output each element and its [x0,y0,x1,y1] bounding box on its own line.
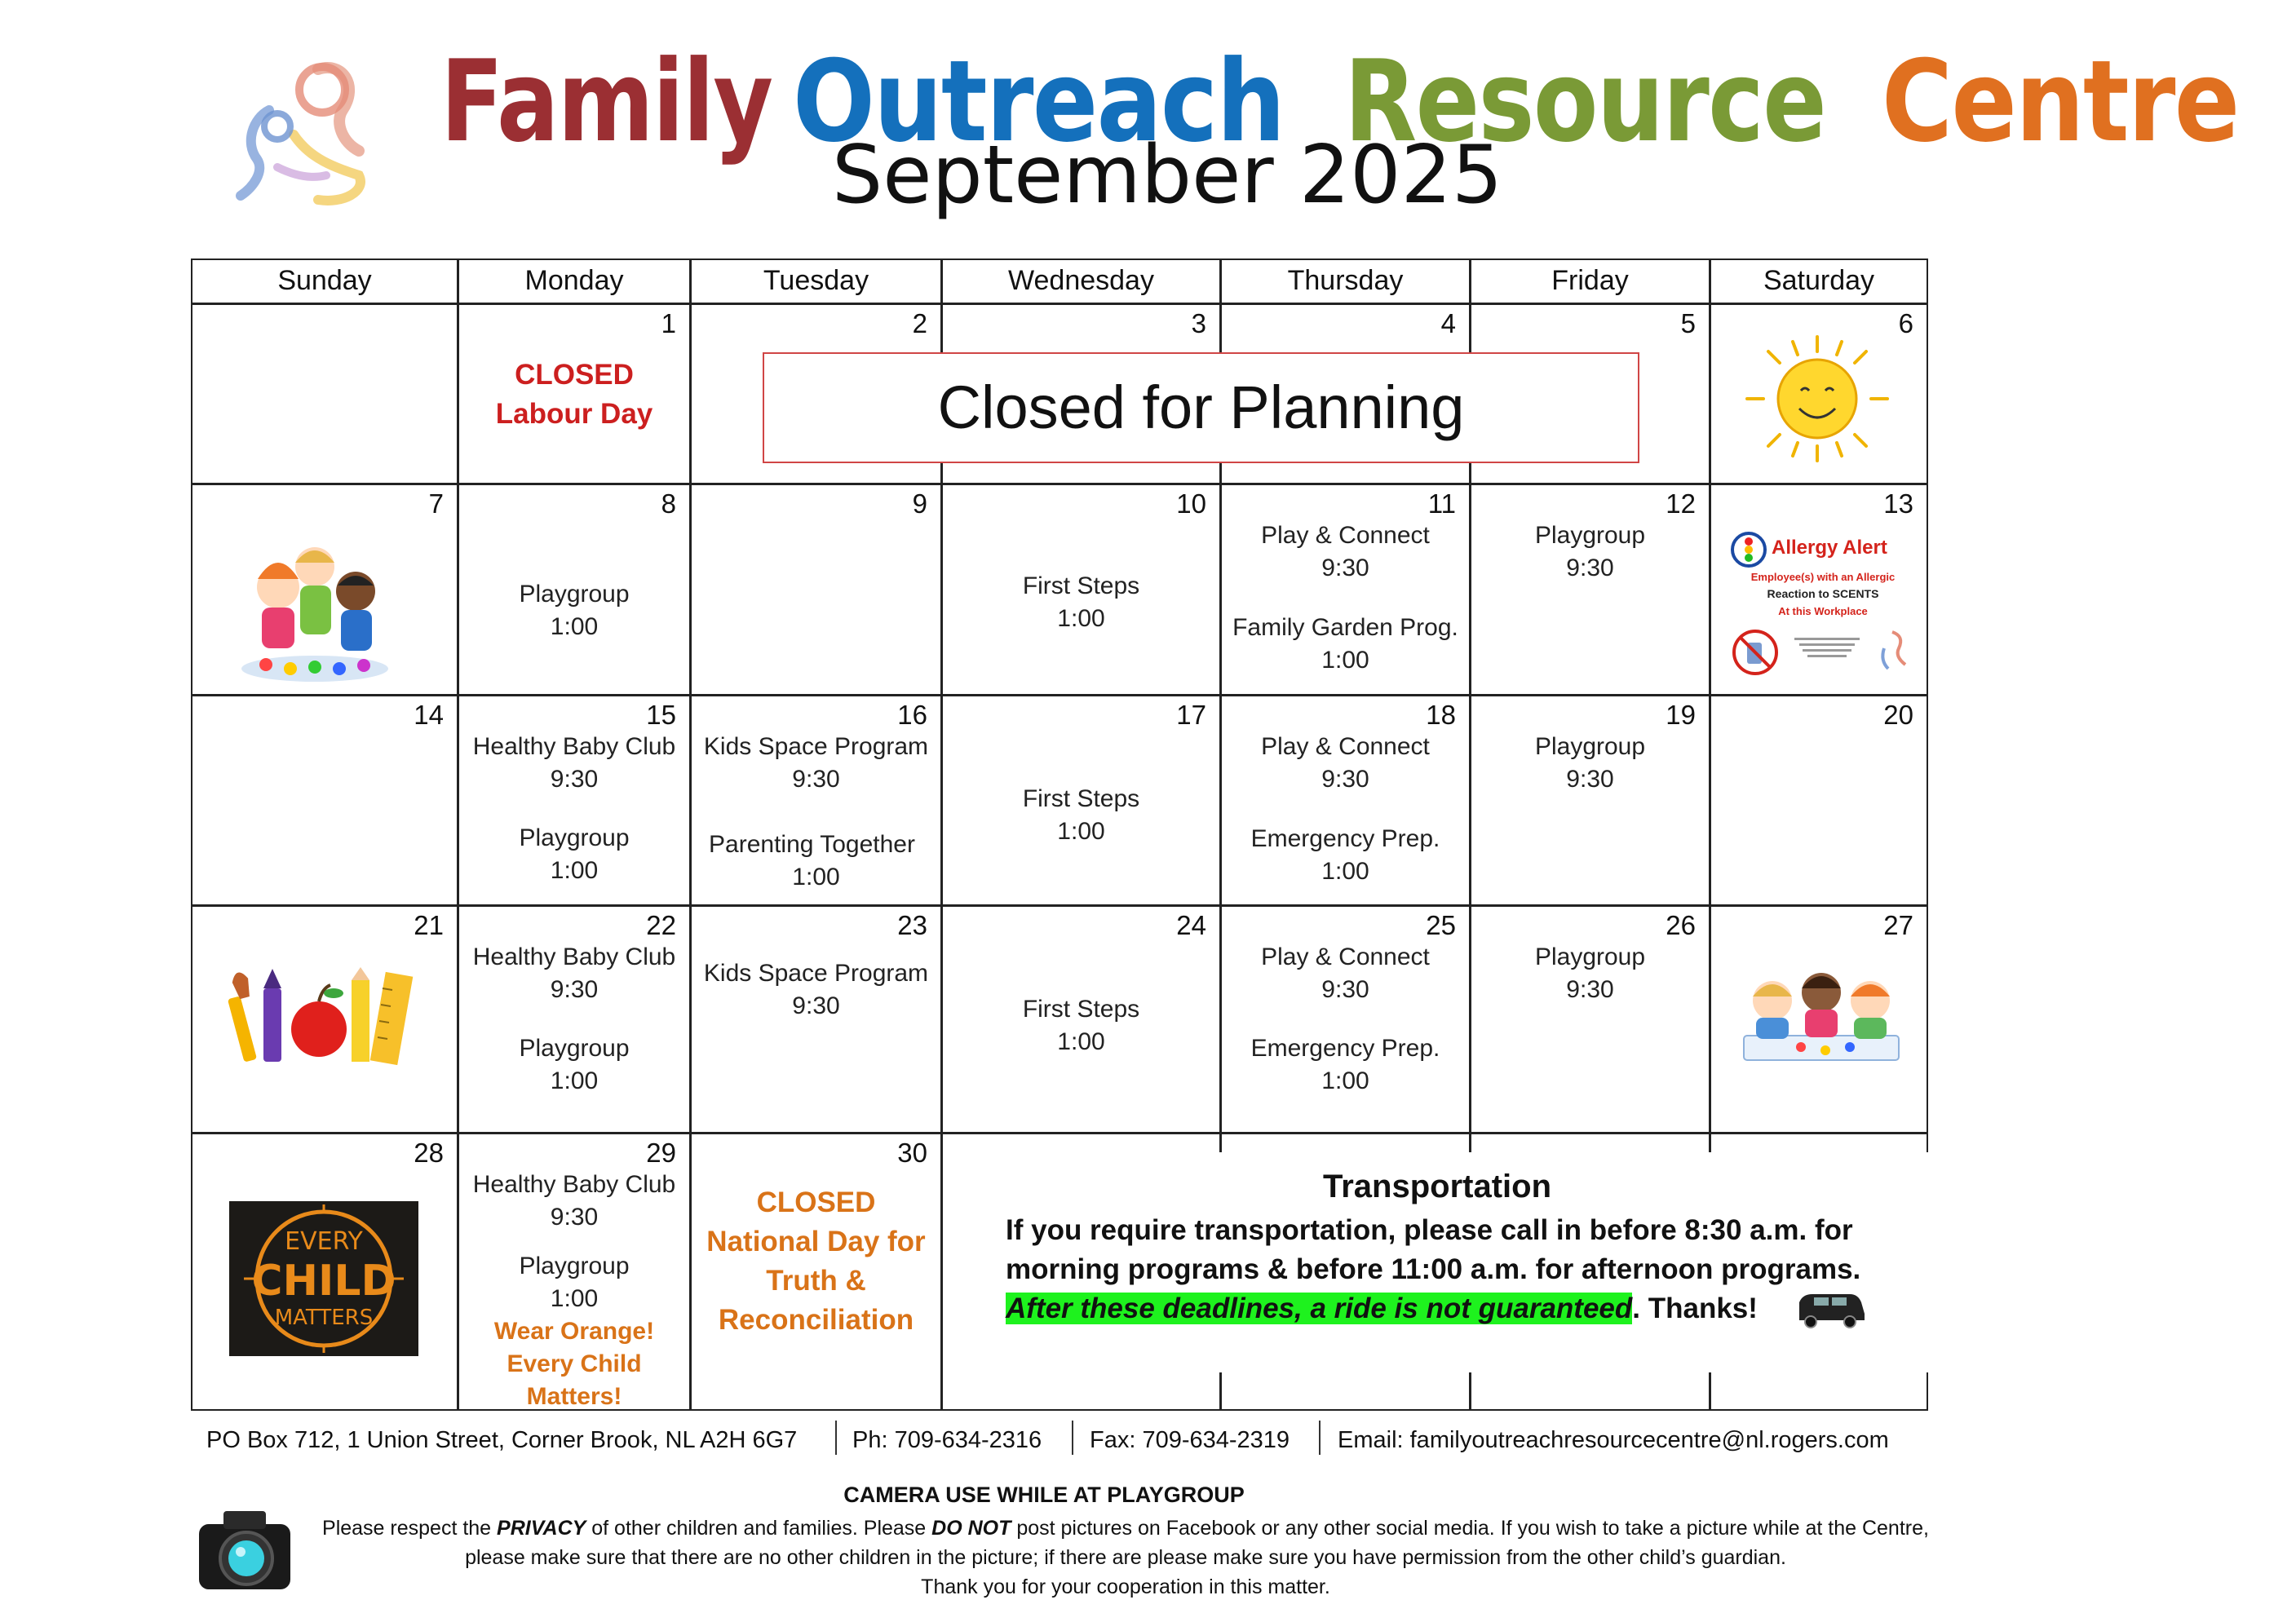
allergy-alert-line: Employee(s) with an Allergic [1750,571,1896,583]
day-cell-22 [458,905,691,1134]
transportation-line [1006,1289,1887,1328]
small-print-block [1794,634,1860,667]
event-time: 1:00 [550,1067,599,1094]
privacy-notice [310,1514,1941,1602]
transportation-title: Transportation [1322,1169,1552,1204]
day-cell-12 [1470,484,1710,696]
day-number: 27 [1883,910,1913,940]
day-cell-14 [191,695,458,906]
orange-note: Every Child [507,1350,642,1377]
footer-divider [835,1421,837,1455]
day-number: 30 [897,1138,927,1168]
allergy-alert-title: Allergy Alert [1772,537,1887,559]
brand-family: Family [440,36,772,167]
weekday-wednesday: Wednesday [941,259,1221,304]
privacy-emphasis: PRIVACY [497,1517,586,1540]
day-number: 25 [1426,910,1456,940]
event-time: 9:30 [792,766,840,793]
every-child-matters-logo [229,1201,418,1356]
no-scent-icon [1731,628,1780,677]
event-name: Kids Space Program [703,733,929,760]
day-number: 18 [1426,700,1456,730]
day-number: 3 [1191,308,1206,338]
holiday-label: Labour Day [495,398,653,430]
closed-label: CLOSED [756,1187,876,1218]
day-number: 22 [646,910,676,940]
day-cell-18 [1220,695,1471,906]
month-title: September 2025 [832,129,1503,222]
event-name: Playgroup [1534,733,1646,760]
event-name: Playgroup [519,581,630,608]
day-number: 1 [661,308,676,338]
event-time: 9:30 [550,766,599,793]
transportation-text [1006,1211,1887,1328]
day-number: 10 [1176,488,1206,519]
privacy-text: Please respect the [322,1517,498,1540]
event-name: Emergency Prep. [1250,1035,1440,1062]
transportation-line: If you require transportation, please call in before 8:30 a.m. for [1006,1214,1853,1246]
weekday-friday: Friday [1470,259,1710,304]
allergy-alert-line: Reaction to SCENTS [1767,587,1879,600]
holiday-label: Truth & [766,1265,866,1297]
day-cell-28 [191,1133,458,1411]
day-cell-7 [191,484,458,696]
event-name: Playgroup [1534,943,1646,970]
day-number: 4 [1440,308,1456,338]
traffic-light-icon [1731,532,1767,568]
day-number: 12 [1666,488,1696,519]
footer-divider [1319,1421,1321,1455]
day-cell-17 [941,695,1221,906]
day-number: 14 [414,700,444,730]
orange-note: Matters! [526,1383,622,1410]
privacy-emphasis: DO NOT [931,1517,1011,1540]
day-number: 21 [414,910,444,940]
event-time: 1:00 [1321,647,1369,674]
event-time: 1:00 [1057,1028,1105,1055]
event-time: 1:00 [1321,858,1369,885]
orange-note: Wear Orange! [493,1318,655,1345]
day-number: 15 [646,700,676,730]
privacy-text: post pictures on Facebook or any other social media. If you wish to take a picture while at the Centre, please make sure that there are no other children in the picture; if there are please make sure you have permission from the other child’s guardian. [465,1517,1929,1569]
event-name: First Steps [1022,996,1140,1023]
event-time: 1:00 [1057,605,1105,632]
logo-text: MATTERS [274,1306,374,1330]
event-time: 1:00 [550,613,599,640]
family-logo-small-icon [1876,628,1913,677]
event-time: 1:00 [550,857,599,884]
day-cell-27 [1710,905,1928,1134]
day-cell-10 [941,484,1221,696]
day-number: 6 [1898,308,1913,338]
brand-centre: Centre [1881,36,2239,167]
logo-text: EVERY [285,1227,363,1256]
day-number: 23 [897,910,927,940]
footer-fax: Fax: 709-634-2319 [1090,1427,1290,1453]
day-number: 24 [1176,910,1206,940]
privacy-text: of other children and families. Please [586,1517,932,1540]
allergy-alert-sign [1729,530,1917,685]
event-name: Healthy Baby Club [472,943,676,970]
event-time: 9:30 [550,976,599,1003]
day-number: 5 [1680,308,1696,338]
day-cell-9 [690,484,942,696]
van-icon [1794,1291,1866,1328]
footer-divider [1072,1421,1073,1455]
weekday-saturday: Saturday [1710,259,1928,304]
event-time: 9:30 [550,1204,599,1231]
event-time: 9:30 [1566,555,1614,581]
day-cell-24 [941,905,1221,1134]
event-time: 9:30 [1321,555,1369,581]
event-name: Playgroup [1534,522,1646,549]
sun-icon [1736,334,1899,464]
day-number: 16 [897,700,927,730]
event-time: 1:00 [1057,818,1105,845]
event-time: 9:30 [1321,766,1369,793]
day-cell-13 [1710,484,1928,696]
brand-outreach: Outreach [792,36,1285,167]
family-logo-icon [220,53,392,216]
event-time: 9:30 [1566,766,1614,793]
transportation-line: morning programs & before 11:00 a.m. for afternoon programs. [1006,1253,1861,1285]
day-cell-30 [690,1133,942,1411]
event-time: 1:00 [792,864,840,890]
event-time: 1:00 [550,1285,599,1312]
event-name: First Steps [1022,785,1140,812]
day-number: 7 [428,488,444,519]
day-cell-6 [1710,303,1928,484]
day-cell-23 [690,905,942,1134]
thanks-text: . Thanks! [1632,1293,1758,1324]
event-time: 9:30 [1321,976,1369,1003]
day-cell-20 [1710,695,1928,906]
day-number: 11 [1427,488,1456,519]
event-name: Play & Connect [1261,733,1430,760]
event-name: Playgroup [519,1253,630,1279]
brand-resource: Resource [1344,36,1826,167]
event-name: Parenting Together [709,831,915,858]
holiday-label: National Day for [706,1226,926,1257]
weekday-monday: Monday [458,259,691,304]
deadline-highlight: After these deadlines, a ride is not guaranteed [1006,1293,1633,1324]
day-number: 20 [1883,700,1913,730]
footer-email: Email: familyoutreachresourcecentre@nl.rogers.com [1338,1427,1889,1453]
transportation-notice [946,1152,1928,1372]
day-cell-15 [458,695,691,906]
kids-at-table-icon [1736,964,1907,1070]
event-name: Kids Space Program [703,960,929,987]
footer-address: PO Box 712, 1 Union Street, Corner Brook, NL A2H 6G7 [206,1427,798,1453]
day-cell-19 [1470,695,1710,906]
day-number: 9 [912,488,927,519]
day-number: 17 [1176,700,1206,730]
event-name: First Steps [1022,572,1140,599]
event-time: 9:30 [1566,976,1614,1003]
day-cell-29 [458,1133,691,1411]
day-number: 28 [414,1138,444,1168]
footer-phone: Ph: 709-634-2316 [852,1427,1042,1453]
event-time: 9:30 [792,992,840,1019]
day-cell-11 [1220,484,1471,696]
children-painting-icon [233,530,396,685]
event-name: Healthy Baby Club [472,733,676,760]
event-name: Play & Connect [1261,522,1430,549]
day-cell-8 [458,484,691,696]
weekday-sunday: Sunday [191,259,458,304]
day-cell-26 [1470,905,1710,1134]
event-name: Family Garden Prog. [1232,614,1458,641]
weekday-tuesday: Tuesday [690,259,942,304]
logo-text: CHILD [251,1257,396,1306]
day-cell-16 [690,695,942,906]
day-cell-21 [191,905,458,1134]
allergy-alert-line: At this Workplace [1778,605,1868,617]
day-number: 13 [1883,488,1913,519]
event-time: 1:00 [1321,1067,1369,1094]
day-number: 2 [912,308,927,338]
event-name: Healthy Baby Club [472,1171,676,1198]
day-cell-1 [458,303,691,484]
event-name: Emergency Prep. [1250,825,1440,852]
event-name: Playgroup [519,824,630,851]
school-supplies-icon [229,964,417,1070]
day-number: 8 [661,488,676,519]
closed-for-planning-banner: Closed for Planning [763,352,1639,463]
holiday-label: Reconciliation [718,1304,914,1336]
day-number: 26 [1666,910,1696,940]
privacy-thanks: Thank you for your cooperation in this matter. [921,1575,1330,1598]
event-name: Playgroup [519,1035,630,1062]
camera-use-title: CAMERA USE WHILE AT PLAYGROUP [843,1483,1245,1507]
weekday-thursday: Thursday [1220,259,1471,304]
day-number: 19 [1666,700,1696,730]
day-cell-25 [1220,905,1471,1134]
camera-icon [196,1505,294,1594]
day-number: 29 [646,1138,676,1168]
event-name: Play & Connect [1261,943,1430,970]
closed-label: CLOSED [515,359,634,391]
day-cell-empty [191,303,458,484]
